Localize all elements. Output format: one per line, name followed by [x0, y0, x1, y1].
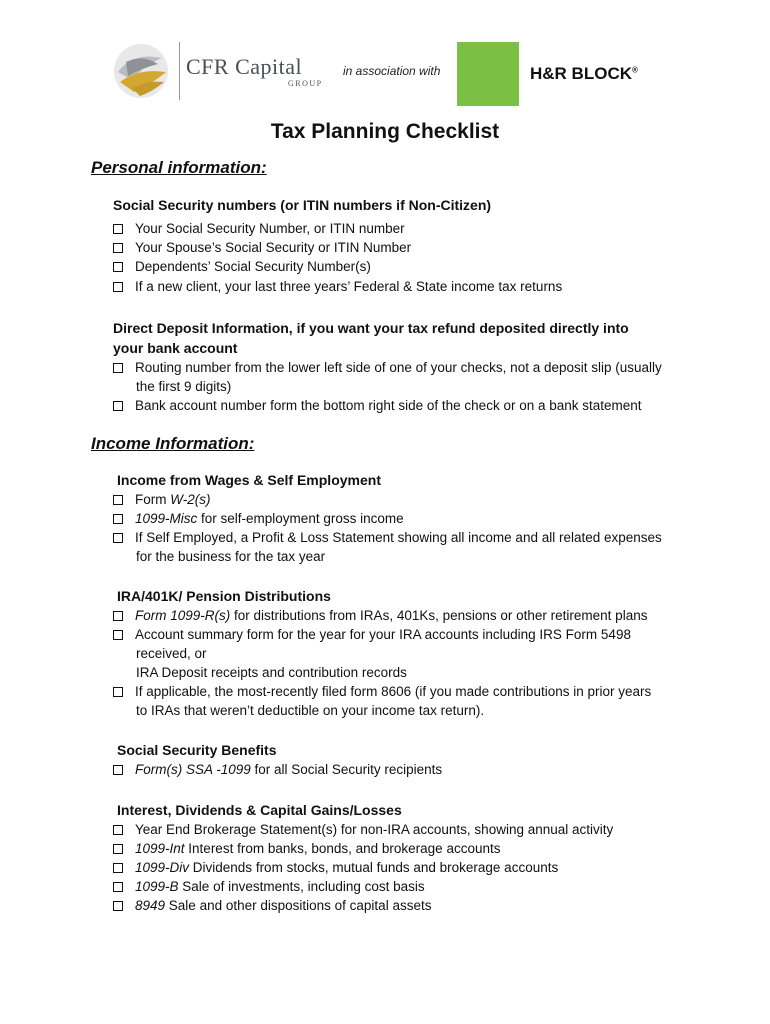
subheading-interest: Interest, Dividends & Capital Gains/Losses	[117, 802, 402, 818]
checkbox[interactable]	[113, 363, 123, 373]
page-title: Tax Planning Checklist	[270, 120, 500, 143]
subheading-ssn: Social Security numbers (or ITIN numbers if Non-Citizen)	[113, 197, 492, 213]
checkbox[interactable]	[113, 882, 123, 892]
checkbox[interactable]	[113, 687, 123, 697]
section-heading-income: Income Information:	[91, 434, 255, 453]
association-text: in association with	[343, 64, 441, 78]
brand-subtitle: GROUP	[288, 79, 323, 88]
checkbox[interactable]	[113, 844, 123, 854]
checklist-item-continuation: for the business for the tax year	[136, 549, 326, 564]
checkbox[interactable]	[113, 533, 123, 543]
checklist-item-continuation: IRA Deposit receipts and contribution records	[136, 665, 407, 680]
subheading-direct-deposit-line2: your bank account	[113, 340, 238, 356]
brand-name: CFR Capital	[186, 54, 303, 79]
checkbox[interactable]	[113, 825, 123, 835]
checkbox[interactable]	[113, 765, 123, 775]
page-header	[0, 0, 770, 110]
checklist-item-continuation: the first 9 digits)	[136, 379, 232, 394]
checkbox[interactable]	[113, 262, 123, 272]
logo-divider	[179, 42, 180, 100]
checklist-item-continuation: received, or	[136, 646, 207, 661]
checkbox[interactable]	[113, 863, 123, 873]
section-heading-personal: Personal information:	[91, 158, 267, 177]
checkbox[interactable]	[113, 224, 123, 234]
checkbox[interactable]	[113, 401, 123, 411]
subheading-social-security: Social Security Benefits	[117, 742, 277, 758]
subheading-direct-deposit: Direct Deposit Information, if you want your tax refund deposited directly into	[113, 320, 629, 336]
checkbox[interactable]	[113, 243, 123, 253]
checkbox[interactable]	[113, 630, 123, 640]
checklist-item-continuation: to IRAs that weren’t deductible on your income tax return).	[136, 703, 485, 718]
partner-logo-text: H&R BLOCK®	[530, 64, 638, 83]
checkbox[interactable]	[113, 514, 123, 524]
checkbox[interactable]	[113, 611, 123, 621]
checkbox[interactable]	[113, 901, 123, 911]
hr-block-green-square-icon	[457, 42, 519, 106]
cfr-globe-logo-icon	[112, 42, 170, 100]
subheading-wages: Income from Wages & Self Employment	[117, 472, 381, 488]
subheading-ira: IRA/401K/ Pension Distributions	[117, 588, 331, 604]
checkbox[interactable]	[113, 282, 123, 292]
checkbox[interactable]	[113, 495, 123, 505]
